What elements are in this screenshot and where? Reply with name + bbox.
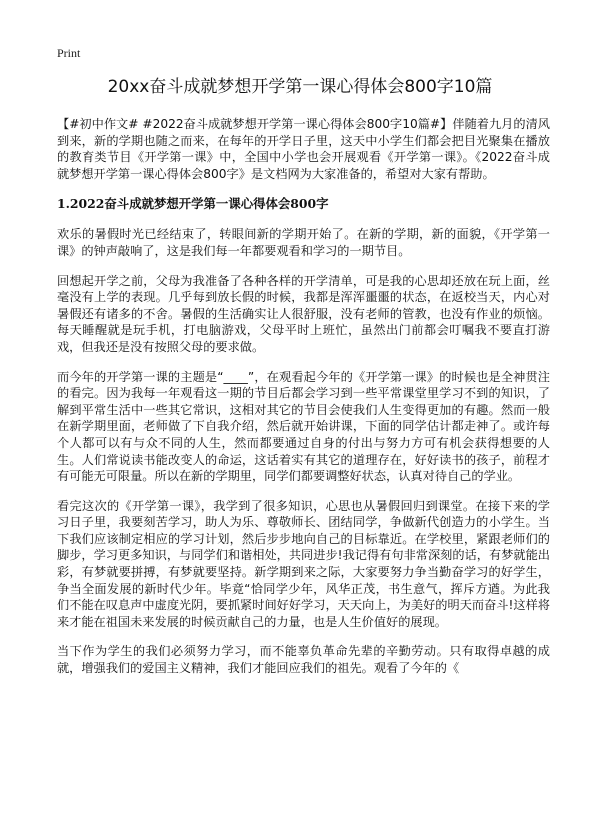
section-heading: 1.2022奋斗成就梦想开学第一课心得体会800字 <box>57 196 329 212</box>
body-paragraph: 回想起开学之前，父母为我准备了各种各样的开学清单，可是我的心思却还放在玩上面，丝毫没有上学的表现。几乎每到放长假的时候，我都是浑浑噩噩的状态，在返校当天，内心对暑假还有诸多的不舍。暑假的生活确实让人很舒服，没有老师的管教，也没有作业的烦恼。每天睡醒就是玩手机，打电脑游戏，父母平时上班忙，虽然出门前都会叮嘱我不要直打游戏，但我还是没有按照父母的要求做。 <box>57 273 550 354</box>
body-paragraph: 当下作为学生的我们必须努力学习，而不能辜负革命先辈的辛勤劳动。只有取得卓越的成就，增强我们的爱国主义精神，我们才能回应我们的祖先。观看了今年的《 <box>57 644 550 676</box>
document-title: 20xx奋斗成就梦想开学第一课心得体会800字10篇 <box>107 77 493 97</box>
body-paragraph: 看完这次的《开学第一课》，我学到了很多知识，心思也从暑假回归到课堂。在接下来的学习日子里，我要刻苦学习，助人为乐、尊敬师长、团结同学，争做新代创造力的小学生。当下我们应该制定相应的学习计划，然后步步地向自己的目标靠近。在学校里，紧跟老师们的脚步，学习更多知识，与同学们和谐相处，共同进步!我记得有句非常深刻的话，有梦就能出彩，有梦就要拼搏，有梦就要坚持。新学期到来之际，大家要努力争当勤奋学习的好学生，争当全面发展的新时代少年。毕竟“恰同学少年，风华正茂，书生意气，挥斥方遒。为此我们不能在叹息声中虚度光阴，要抓紧时间好好学习，天天向上，为美好的明天而奋斗!这样将来才能在祖国未来发展的时候贡献自己的力量，也是人生价值好的展现。 <box>57 498 550 629</box>
intro-paragraph: 【#初中作文# #2022奋斗成就梦想开学第一课心得体会800字10篇#】伴随着九月的清风到来，新的学期也随之而来，在每年的开学日子里，这天中小学生们都会把目光聚集在播放的教育类节目《开学第一课》中，全国中小学也会开展观看《开学第一课》。《2022奋斗成就梦想开学第一课心得体会800字》是文档网为大家准备的，希望对大家有帮助。 <box>57 117 550 181</box>
article-body <box>57 116 550 677</box>
print-link[interactable]: Print <box>57 46 81 60</box>
body-paragraph: 欢乐的暑假时光已经结束了，转眼间新的学期开始了。在新的学期，新的面貌，《开学第一课》的钟声敲响了，这是我们每一年都要观看和学习的一期节目。 <box>57 227 550 258</box>
body-paragraph: 而今年的开学第一课的主题是“____”，在观看起今年的《开学第一课》的时候也是全神贯注的看完。因为我每一年观看这一期的节目后都会学习到一些平常课堂里学习不到的知识，了解到平常生活中一些其它常识，这相对其它的节目会使我们人生变得更加的有趣。然而一般在新学期里面，老师做了下自我介绍，然后就开始讲课，下面的同学估计都走神了。或许每个人都可以有与众不同的人生，然而都要通过自身的付出与努力方可有机会获得想要的人生。人们常说读书能改变人的命运，这话着实有其它的道理存在，好好读书的孩子，前程才有可能无可限量。所以在新的学期里，同学们都要调整好状态，认真对待自己的学业。 <box>57 369 550 484</box>
